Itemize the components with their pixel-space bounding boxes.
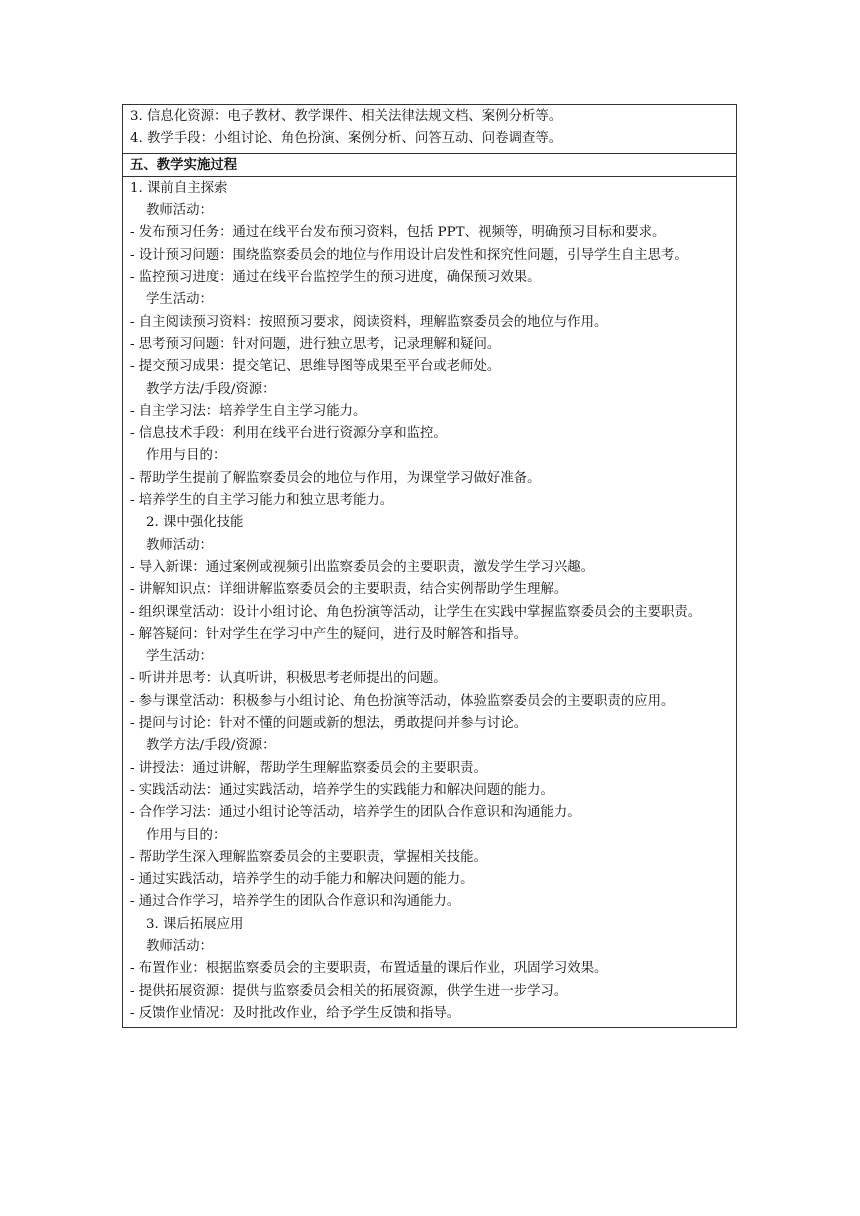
body-line: 教师活动： bbox=[146, 938, 213, 954]
body-line: 教师活动： bbox=[146, 203, 213, 219]
body-line: 3. 课后拓展应用 bbox=[146, 916, 244, 932]
body-line: - 帮助学生提前了解监察委员会的地位与作用，为课堂学习做好准备。 bbox=[130, 470, 541, 486]
body-line: - 思考预习问题：针对问题，进行独立思考，记录理解和疑问。 bbox=[130, 336, 501, 352]
body-line: - 通过实践活动，培养学生的动手能力和解决问题的能力。 bbox=[130, 872, 474, 888]
body-line: 教师活动： bbox=[146, 537, 213, 553]
body-line: - 信息技术手段：利用在线平台进行资源分享和监控。 bbox=[130, 426, 447, 442]
lesson-plan-table bbox=[122, 104, 737, 1028]
body-line: - 导入新课：通过案例或视频引出监察委员会的主要职责，激发学生学习兴趣。 bbox=[130, 559, 595, 575]
implementation-process-cell bbox=[123, 177, 736, 1027]
body-line: - 参与课堂活动：积极参与小组讨论、角色扮演等活动，体验监察委员会的主要职责的应用。 bbox=[130, 693, 675, 709]
body-line: - 发布预习任务：通过在线平台发布预习资料，包括 PPT、视频等，明确预习目标和要求。 bbox=[130, 225, 666, 241]
body-line: - 提问与讨论：针对不懂的问题或新的想法，勇敢提问并参与讨论。 bbox=[130, 716, 528, 732]
body-line: - 设计预习问题：围绕监察委员会的地位与作用设计启发性和探究性问题，引导学生自主思考。 bbox=[130, 247, 688, 263]
body-line: - 讲授法：通过讲解，帮助学生理解监察委员会的主要职责。 bbox=[130, 760, 487, 776]
body-line: 学生活动： bbox=[146, 292, 213, 308]
body-line: - 解答疑问：针对学生在学习中产生的疑问，进行及时解答和指导。 bbox=[130, 626, 528, 642]
resources-cell bbox=[123, 105, 736, 154]
body-line: - 实践活动法：通过实践活动，培养学生的实践能力和解决问题的能力。 bbox=[130, 782, 554, 798]
body-line: - 听讲并思考：认真听讲，积极思考老师提出的问题。 bbox=[130, 671, 447, 687]
body-line: - 自主阅读预习资料：按照预习要求，阅读资料，理解监察委员会的地位与作用。 bbox=[130, 314, 608, 330]
body-line: 教学方法/手段/资源： bbox=[146, 381, 276, 397]
body-line: - 自主学习法：培养学生自主学习能力。 bbox=[130, 403, 367, 419]
body-line: - 讲解知识点：详细讲解监察委员会的主要职责，结合实例帮助学生理解。 bbox=[130, 582, 568, 598]
body-line: - 合作学习法：通过小组讨论等活动，培养学生的团队合作意识和沟通能力。 bbox=[130, 805, 581, 821]
section-title: 五、教学实施过程 bbox=[130, 156, 238, 173]
body-line: 学生活动： bbox=[146, 649, 213, 665]
body-line: - 帮助学生深入理解监察委员会的主要职责，掌握相关技能。 bbox=[130, 849, 487, 865]
body-line: 作用与目的： bbox=[146, 448, 227, 464]
body-line: - 通过合作学习，培养学生的团队合作意识和沟通能力。 bbox=[130, 894, 461, 910]
body-line: - 培养学生的自主学习能力和独立思考能力。 bbox=[130, 493, 394, 509]
body-line: - 监控预习进度：通过在线平台监控学生的预习进度，确保预习效果。 bbox=[130, 270, 541, 286]
body-line: 教学方法/手段/资源： bbox=[146, 738, 276, 754]
body-line: - 反馈作业情况：及时批改作业，给予学生反馈和指导。 bbox=[130, 1005, 461, 1021]
section-header-cell bbox=[123, 154, 736, 177]
resource-line-4: 4. 教学手段：小组讨论、角色扮演、案例分析、问答互动、问卷调查等。 bbox=[130, 131, 563, 147]
body-line: 2. 课中强化技能 bbox=[146, 515, 244, 531]
resource-line-3: 3. 信息化资源：电子教材、教学课件、相关法律法规文档、案例分析等。 bbox=[130, 109, 563, 124]
body-line: - 布置作业：根据监察委员会的主要职责，布置适量的课后作业，巩固学习效果。 bbox=[130, 961, 608, 977]
body-line: - 提交预习成果：提交笔记、思维导图等成果至平台或老师处。 bbox=[130, 359, 501, 375]
body-line: - 组织课堂活动：设计小组讨论、角色扮演等活动，让学生在实践中掌握监察委员会的主要职责。 bbox=[130, 604, 702, 620]
body-line: 作用与目的： bbox=[146, 827, 227, 843]
body-line: 1. 课前自主探索 bbox=[130, 180, 228, 196]
body-line: - 提供拓展资源：提供与监察委员会相关的拓展资源，供学生进一步学习。 bbox=[130, 983, 568, 999]
